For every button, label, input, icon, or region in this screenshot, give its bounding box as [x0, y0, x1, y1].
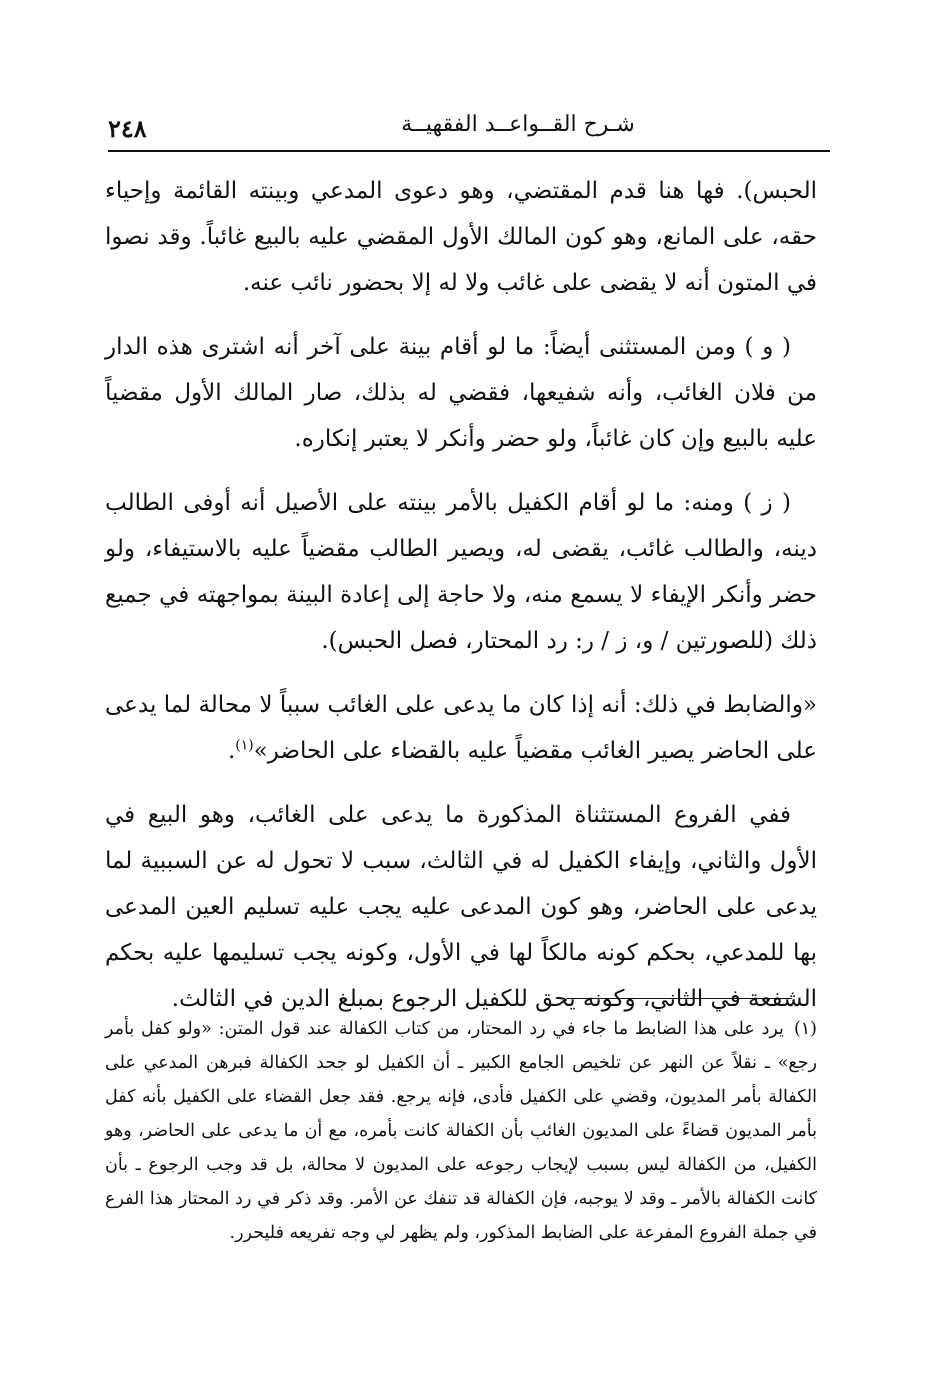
paragraph: ففي الفروع المستثناة المذكورة ما يدعى على الغائب، وهو البيع في الأول والثاني، وإيفاء الكفيل له في الثالث، سبب لا تحول له عن السببية لما يدعى على الحاضر، وهو كون المدعى عليه يجب عليه تسليم العين المدعى بها للمدعي، بحكم كونه مالكاً لها في الأول، وكونه يجب تسليمها عليه بحكم الشفعة في الثاني، وكونه يحق للكفيل الرجوع بمبلغ الدين في الثالث. [105, 802, 817, 1012]
footnotes [105, 1012, 817, 1250]
paragraph: ( و ) ومن المستثنى أيضاً: ما لو أقام بينة على آخر أنه اشترى هذه الدار من فلان الغائب، وأنه شفيعها، فقضي له بذلك، صار المالك الأول مقضياً عليه بالبيع وإن كان غائباً، ولو حضر وأنكر لا يعتبر إنكاره. [105, 334, 817, 452]
footnote-reference: (١) [235, 737, 254, 754]
main-text [105, 168, 817, 1040]
page-number: ٢٤٨ [108, 114, 147, 143]
page-header [108, 112, 830, 148]
paragraph: ( ز ) ومنه: ما لو أقام الكفيل بالأمر بينته على الأصيل أنه أوفى الطالب دينه، والطالب غائب، يقضى له، ويصير الطالب مقضياً عليه بالاستيفاء، ولو حضر وأنكر الإيفاء لا يسمع منه، ولا حاجة إلى إعادة البينة بمواجهته في جميع ذلك (للصورتين / و، ز / ر: رد المحتار، فصل الحبس). [105, 490, 817, 654]
paragraph-text: «والضابط في ذلك: أنه إذا كان ما يدعى على الغائب سبباً لا محالة لما يدعى على الحاضر يصير الغائب مقضياً عليه بالقضاء على الحاضر» [105, 692, 817, 764]
paragraph: الحبس). فها هنا قدم المقتضي، وهو دعوى المدعي وبينته القائمة وإحياء حقه، على المانع، وهو كون المالك الأول المقضي عليه بالبيع غائباً. وقد نصوا في المتون أنه لا يقضى على غائب ولا له إلا بحضور نائب عنه. [105, 178, 817, 296]
header-rule [108, 150, 830, 152]
footnote-number: (١) [793, 1019, 817, 1039]
footnote-rule [567, 998, 792, 999]
paragraph-rule-statement: «والضابط في ذلك: أنه إذا كان ما يدعى على الغائب سبباً لا محالة لما يدعى على الحاضر يصير الغائب مقضياً عليه بالقضاء على الحاضر»$^{(١)}$. [105, 692, 817, 764]
footnote-text: يرد على هذا الضابط ما جاء في رد المحتار، من كتاب الكفالة عند قول المتن: «ولو كفل بأمر رجع» ـ نقلاً عن النهر عن تلخيص الجامع الكبير ـ أن الكفيل لو جحد الكفالة فبرهن المدعي على الكفالة بأمر المديون، وقضي على الكفيل فأدى، فإنه يرجع. فقد جعل القضاء على الكفيل بأنه كفل بأمر المديون قضاءً على المديون الغائب بأن الكفالة كانت بأمره، مع أن ما يدعى على الحاضر، وهو الكفيل، من الكفالة ليس بسبب لإيجاب رجوعه على المديون لا محالة، بل قد وجب الرجوع ـ بأن كانت الكفالة بالأمر ـ وقد لا يوجبه، فإن الكفالة قد تنفك عن الأمر. وقد ذكر في رد المحتار هذا الفرع في جملة الفروع المفرعة على الضابط المذكور، ولم يظهر لي وجه تفريعه فليحرر. [105, 1019, 817, 1243]
running-title: شـرح القــواعــد الفقهيــة [401, 112, 635, 137]
